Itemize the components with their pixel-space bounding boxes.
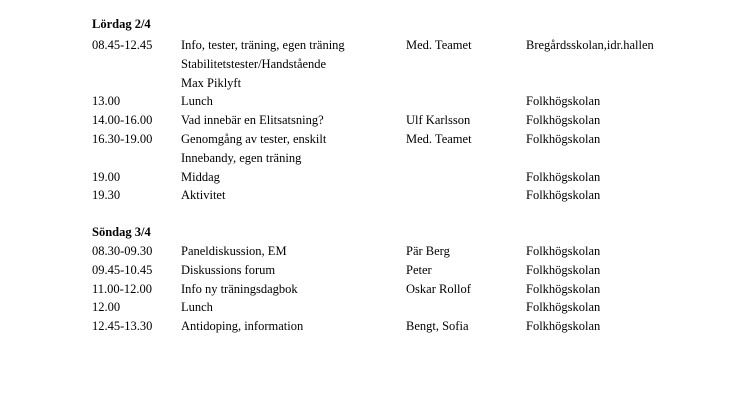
row-activity: Vad innebär en Elitsatsning? — [181, 113, 324, 128]
schedule-row — [0, 149, 746, 168]
row-leader: Oskar Rollof — [406, 281, 471, 296]
row-activity: Info ny träningsdagbok — [181, 281, 298, 296]
schedule-row — [0, 55, 746, 74]
row-activity: Genomgång av tester, enskilt — [181, 132, 327, 146]
schedule-row — [0, 92, 746, 111]
row-time: 08.30-09.30 — [92, 244, 153, 258]
row-place: Folkhögskolan — [526, 94, 601, 109]
row-place: Folkhögskolan — [526, 113, 601, 128]
row-time: 13.00 — [92, 94, 121, 109]
row-leader: Med. Teamet — [406, 132, 472, 146]
day-heading-saturday: Lördag 2/4 — [92, 17, 151, 31]
schedule-row — [0, 280, 746, 299]
row-leader: Med. Teamet — [406, 38, 472, 52]
row-activity: Antidoping, information — [181, 319, 304, 334]
schedule-row — [0, 242, 746, 261]
row-place: Bregårdsskolan,idr.hallen — [526, 38, 654, 52]
day-heading-sunday: Söndag 3/4 — [92, 225, 151, 239]
row-activity: Max Piklyft — [181, 75, 242, 90]
schedule-row — [0, 298, 746, 317]
row-time: 12.00 — [92, 300, 121, 315]
row-time: 14.00-16.00 — [92, 113, 153, 128]
row-activity: Middag — [181, 169, 220, 184]
row-activity: Lunch — [181, 94, 213, 109]
row-time: 11.00-12.00 — [92, 281, 152, 296]
row-activity: Stabilitetstester/Handstående — [181, 56, 327, 71]
schedule-row — [0, 186, 746, 205]
row-time: 19.00 — [92, 169, 121, 184]
row-place: Folkhögskolan — [526, 262, 601, 277]
row-place: Folkhögskolan — [526, 319, 601, 334]
row-leader: Bengt, Sofia — [406, 319, 469, 334]
schedule-row — [0, 130, 746, 149]
row-leader: Peter — [406, 262, 432, 277]
row-place: Folkhögskolan — [526, 300, 601, 315]
row-time: 09.45-10.45 — [92, 262, 153, 277]
schedule-row — [0, 36, 746, 55]
row-time: 08.45-12.45 — [92, 38, 153, 52]
row-leader: Ulf Karlsson — [406, 113, 471, 128]
row-activity: Aktivitet — [181, 188, 226, 203]
row-place: Folkhögskolan — [526, 244, 601, 258]
row-activity: Innebandy, egen träning — [181, 150, 302, 165]
row-leader: Pär Berg — [406, 244, 450, 258]
row-place: Folkhögskolan — [526, 169, 601, 184]
schedule-row — [0, 317, 746, 336]
row-place: Folkhögskolan — [526, 188, 601, 203]
schedule-row — [0, 74, 746, 93]
schedule-row — [0, 261, 746, 280]
row-place: Folkhögskolan — [526, 132, 601, 146]
row-time: 16.30-19.00 — [92, 132, 153, 146]
row-activity: Paneldiskussion, EM — [181, 244, 287, 258]
row-place: Folkhögskolan — [526, 281, 601, 296]
schedule-row — [0, 111, 746, 130]
schedule-row — [0, 168, 746, 187]
row-activity: Info, tester, träning, egen träning — [181, 38, 345, 52]
row-time: 12.45-13.30 — [92, 319, 153, 334]
row-time: 19.30 — [92, 188, 121, 203]
row-activity: Lunch — [181, 300, 213, 315]
row-activity: Diskussions forum — [181, 262, 276, 277]
